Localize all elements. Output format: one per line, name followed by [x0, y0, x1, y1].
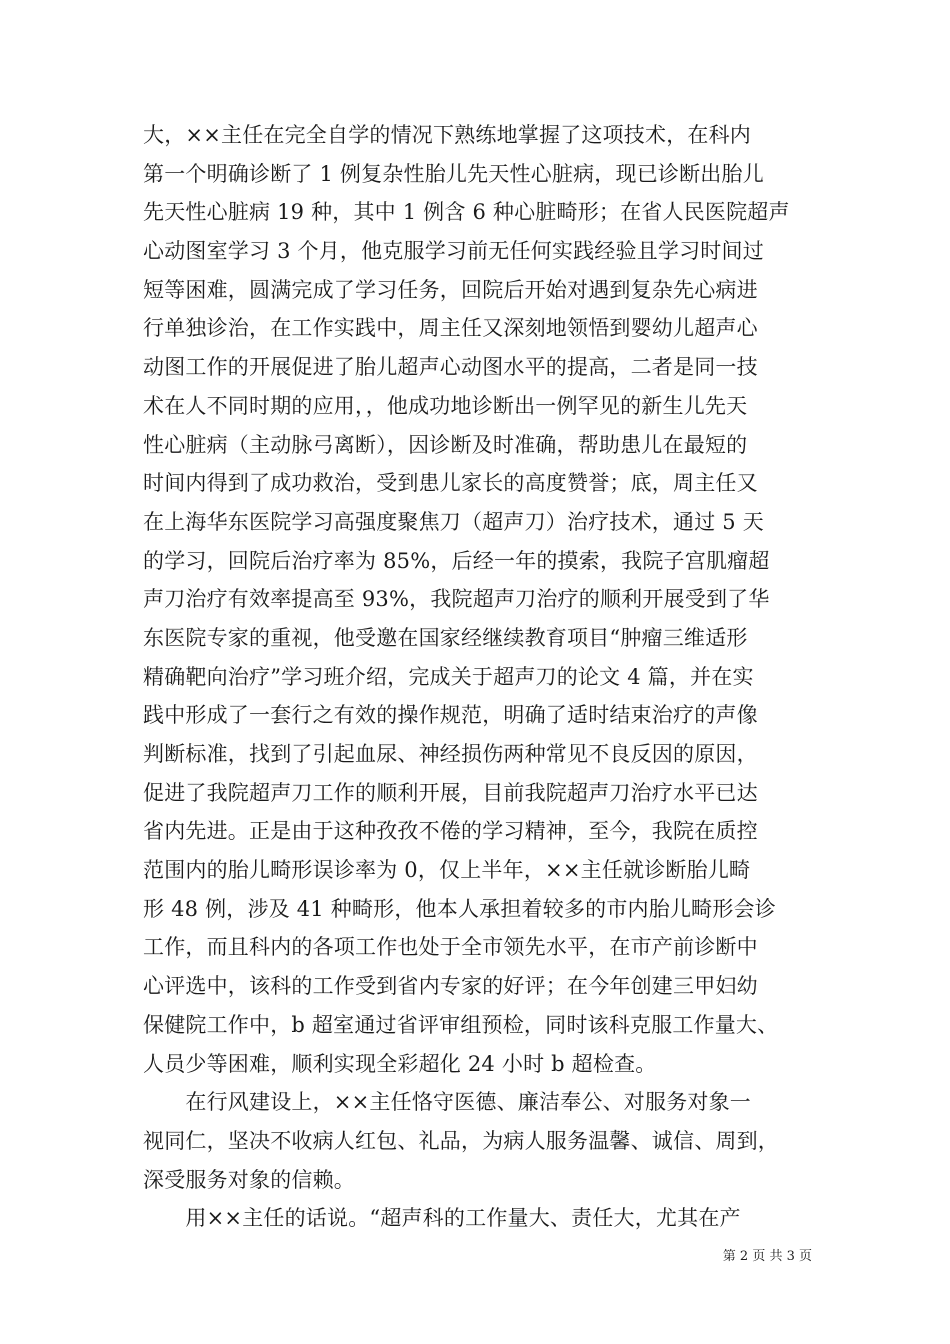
text-line: 在行风建设上，××主任恪守医德、廉洁奉公、对服务对象一	[143, 1090, 751, 1115]
text-line: 深受服务对象的信赖。	[143, 1167, 355, 1192]
text-line: 短等困难，圆满完成了学习任务，回院后开始对遇到复杂先心病进	[143, 277, 758, 302]
text-line: 践中形成了一套行之有效的操作规范，明确了适时结束治疗的声像	[143, 703, 758, 728]
text-line: 第一个明确诊断了 1 例复杂性胎儿先天性心脏病，现已诊断出胎儿	[143, 161, 764, 186]
text-line: 大，××主任在完全自学的情况下熟练地掌握了这项技术，在科内	[143, 123, 751, 147]
text-line: 工作，而且科内的各项工作也处于全市领先水平，在市产前诊断中	[143, 935, 758, 960]
text-line: 判断标准，找到了引起血尿、神经损伤两种常见不良反因的原因，	[143, 742, 758, 766]
text-line: 在上海华东医院学习高强度聚焦刀（超声刀）治疗技术，通过 5 天	[143, 509, 764, 534]
text-line: 保健院工作中，b 超室通过省评审组预检，同时该科克服工作量大、	[143, 1012, 779, 1037]
text-line: 的学习，回院后治疗率为 85%，后经一年的摸索，我院子宫肌瘤超	[143, 548, 770, 573]
text-line: 形 48 例，涉及 41 种畸形，他本人承担着较多的市内胎儿畸形会诊	[143, 896, 776, 921]
text-line: 东医院专家的重视，他受邀在国家经继续教育项目“肿瘤三维适形	[143, 625, 748, 650]
text-line: 时间内得到了成功救治，受到患儿家长的高度赞誉；底，周主任又	[143, 471, 758, 496]
text-line: 人员少等困难，顺利实现全彩超化 24 小时 b 超检查。	[143, 1051, 657, 1076]
text-line: 用××主任的话说。“超声科的工作量大、责任大，尤其在产	[143, 1206, 741, 1231]
text-line: 精确靶向治疗”学习班介绍，完成关于超声刀的论文 4 篇，并在实	[143, 664, 754, 689]
text-line: 心评选中，该科的工作受到省内专家的好评；在今年创建三甲妇幼	[143, 974, 758, 999]
text-line: 行单独诊治，在工作实践中，周主任又深刻地领悟到婴幼儿超声心	[143, 316, 758, 341]
text-line: 视同仁，坚决不收病人红包、礼品，为病人服务温馨、诚信、周到，	[143, 1128, 779, 1153]
text-line: 先天性心脏病 19 种，其中 1 例含 6 种心脏畸形；在省人民医院超声	[143, 200, 790, 225]
text-line: 心动图室学习 3 个月，他克服学习前无任何实践经验且学习时间过	[143, 239, 764, 264]
text-line: 省内先进。正是由于这种孜孜不倦的学习精神，至今，我院在质控	[143, 819, 758, 844]
text-line: 促进了我院超声刀工作的顺利开展，目前我院超声刀治疗水平已达	[143, 780, 758, 805]
text-line: 声刀治疗有效率提高至 93%，我院超声刀治疗的顺利开展受到了华	[143, 587, 770, 612]
text-line: 动图工作的开展促进了胎儿超声心动图水平的提高，二者是同一技	[143, 355, 758, 380]
text-line: 范围内的胎儿畸形误诊率为 0，仅上半年，××主任就诊断胎儿畸	[143, 858, 751, 883]
body-text	[143, 116, 811, 1238]
text-line: 术在人不同时期的应用，，他成功地诊断出一例罕见的新生儿先天	[143, 393, 748, 418]
page-number-footer: 第 2 页 共 3 页	[722, 1249, 812, 1264]
text-line: 性心脏病（主动脉弓离断），因诊断及时准确，帮助患儿在最短的	[143, 432, 748, 457]
